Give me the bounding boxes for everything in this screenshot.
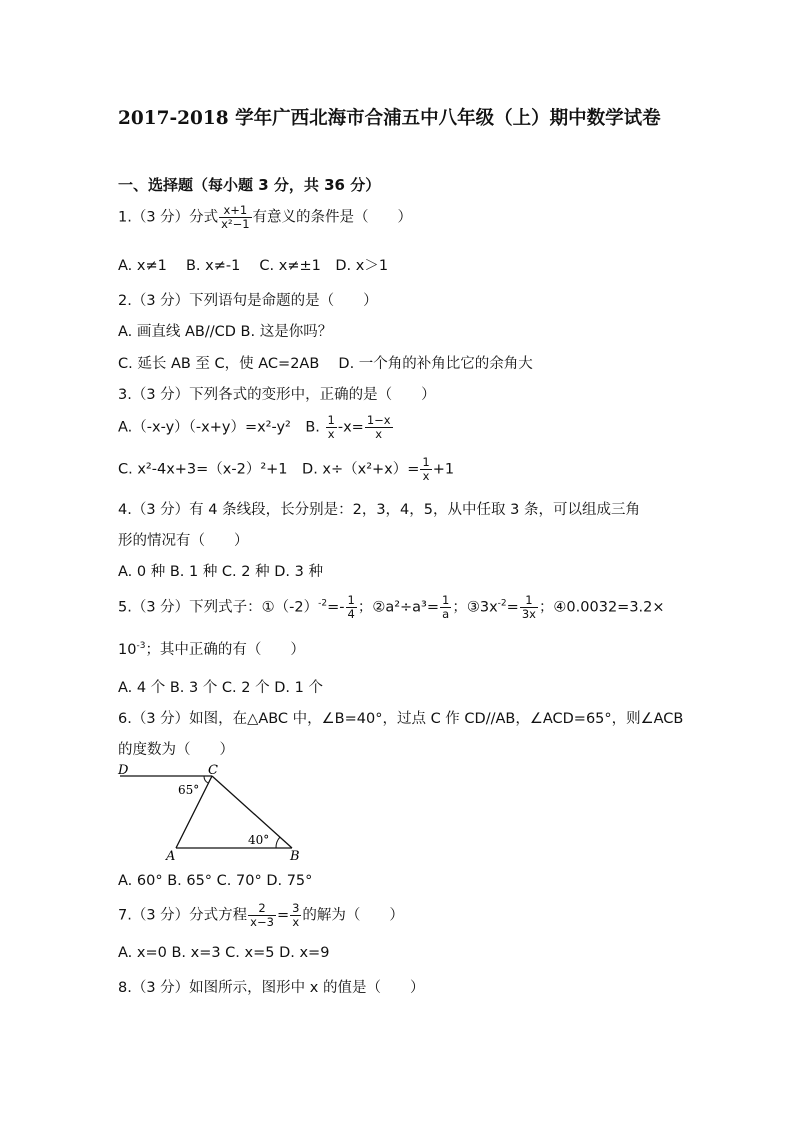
fraction-numerator: 1 xyxy=(520,594,538,608)
angle-label-b: 40° xyxy=(248,833,270,847)
fraction-denominator: 4 xyxy=(347,607,355,621)
exponent: -2 xyxy=(497,598,507,609)
question-4-options: A. 0 种 B. 1 种 C. 2 种 D. 3 种 xyxy=(118,564,323,580)
question-5-stem-line-2 xyxy=(118,638,305,659)
fraction-numerator: 1 xyxy=(347,593,355,607)
option-d-fraction xyxy=(420,456,431,483)
question-3-options-ab xyxy=(118,414,394,441)
question-8-stem: 8.（3 分）如图所示，图形中 x 的值是（ ） xyxy=(118,980,425,996)
question-4-stem-line-1: 4.（3 分）有 4 条线段，长分别是：2，3，4，5，从中任取 3 条，可以组成三角 xyxy=(118,502,640,518)
question-2-options-cd: C. 延长 AB 至 C，使 AC=2AB D. 一个角的补角比它的余角大 xyxy=(118,356,533,372)
question-7-suffix: 的解为（ ） xyxy=(302,907,404,924)
question-5-options: A. 4 个 B. 3 个 C. 2 个 D. 1 个 xyxy=(118,680,323,696)
question-5-part-2: ；②a²÷a³= xyxy=(357,599,440,616)
equals-sign: =- xyxy=(327,599,345,616)
equals-sign: = xyxy=(506,599,519,616)
label-c: C xyxy=(208,764,218,778)
question-7-prefix: 7.（3 分）分式方程 xyxy=(118,907,248,924)
section-heading: 一、选择题（每小题 3 分，共 36 分） xyxy=(118,176,381,194)
fraction-denominator: x−3 xyxy=(250,915,274,929)
question-7-options: A. x=0 B. x=3 C. x=5 D. x=9 xyxy=(118,945,330,961)
option-b-middle: -x= xyxy=(337,419,364,436)
question-5-stem-line-1 xyxy=(118,594,665,621)
question-7-stem xyxy=(118,902,404,929)
fraction-denominator: x xyxy=(327,427,335,441)
option-b-fraction-1 xyxy=(326,414,337,441)
label-a: A xyxy=(166,849,176,864)
question-1-options: A. x≠1 B. x≠-1 C. x≠±1 D. x＞1 xyxy=(118,258,389,274)
question-6-stem-line-2: 的度数为（ ） xyxy=(118,742,234,758)
question-1-fraction xyxy=(219,204,251,231)
question-6-stem-line-1: 6.（3 分）如图，在△ABC 中，∠B=40°，过点 C 作 CD∕∕AB，∠ACD=65°，则∠ACB xyxy=(118,711,684,727)
fraction-numerator: 1 xyxy=(327,413,335,427)
triangle-diagram xyxy=(116,764,316,864)
question-2-options-ab: A. 画直线 AB∕∕CD B. 这是你吗？ xyxy=(118,324,333,340)
fraction-denominator: a xyxy=(442,607,450,621)
question-5-part-3: ；③3x xyxy=(452,599,498,616)
question-5-tail: ；其中正确的有（ ） xyxy=(145,642,305,658)
angle-label-c: 65° xyxy=(178,783,200,797)
question-6-options: A. 60° B. 65° C. 70° D. 75° xyxy=(118,873,313,889)
fraction-denominator: x xyxy=(422,469,430,483)
fraction-denominator: x xyxy=(375,427,383,441)
question-2-stem: 2.（3 分）下列语句是命题的是（ ） xyxy=(118,293,378,309)
fraction-numerator: 2 xyxy=(248,902,276,916)
question-5-fraction-1 xyxy=(346,594,357,621)
question-4-stem-line-2: 形的情况有（ ） xyxy=(118,533,249,549)
question-5-part-4: ；④0.0032=3.2× xyxy=(538,599,665,616)
label-b: B xyxy=(290,849,300,864)
fraction-denominator: 3x xyxy=(521,607,536,621)
fraction-denominator: x xyxy=(292,915,300,929)
question-1-stem xyxy=(118,204,412,231)
angle-arc-b xyxy=(276,837,280,848)
option-c-text: C. x²-4x+3=（x-2）²+1 D. x÷（x²+x）= xyxy=(118,461,420,478)
fraction-numerator: x+1 xyxy=(219,204,251,218)
exponent: -2 xyxy=(318,598,328,609)
exponent: -3 xyxy=(136,641,146,652)
question-7-fraction-2 xyxy=(290,902,301,929)
question-1-suffix: 有意义的条件是（ ） xyxy=(252,209,413,226)
triangle-figure xyxy=(116,764,316,868)
fraction-numerator: 3 xyxy=(292,901,300,915)
option-b-fraction-2 xyxy=(365,414,393,441)
question-5-fraction-2 xyxy=(440,594,451,621)
fraction-numerator: 1 xyxy=(422,455,430,469)
option-a-text: A.（-x-y）（-x+y）=x²-y² B. xyxy=(118,419,320,436)
equals-sign: = xyxy=(276,907,290,924)
fraction-numerator: 1−x xyxy=(366,413,391,427)
power-base: 10 xyxy=(118,642,137,658)
label-d: D xyxy=(118,764,129,778)
fraction-numerator: 1 xyxy=(442,593,450,607)
question-7-fraction-1 xyxy=(248,902,276,929)
question-3-options-cd xyxy=(118,456,454,483)
question-3-stem: 3.（3 分）下列各式的变形中，正确的是（ ） xyxy=(118,387,436,403)
question-1-prefix: 1.（3 分）分式 xyxy=(118,209,219,226)
question-5-part-1: 5.（3 分）下列式子：①（-2） xyxy=(118,599,319,616)
question-5-fraction-3 xyxy=(520,594,538,621)
page-title: 2017-2018 学年广西北海市合浦五中八年级（上）期中数学试卷 xyxy=(118,108,661,129)
option-d-tail: +1 xyxy=(432,461,455,478)
fraction-denominator: x²−1 xyxy=(221,217,250,231)
